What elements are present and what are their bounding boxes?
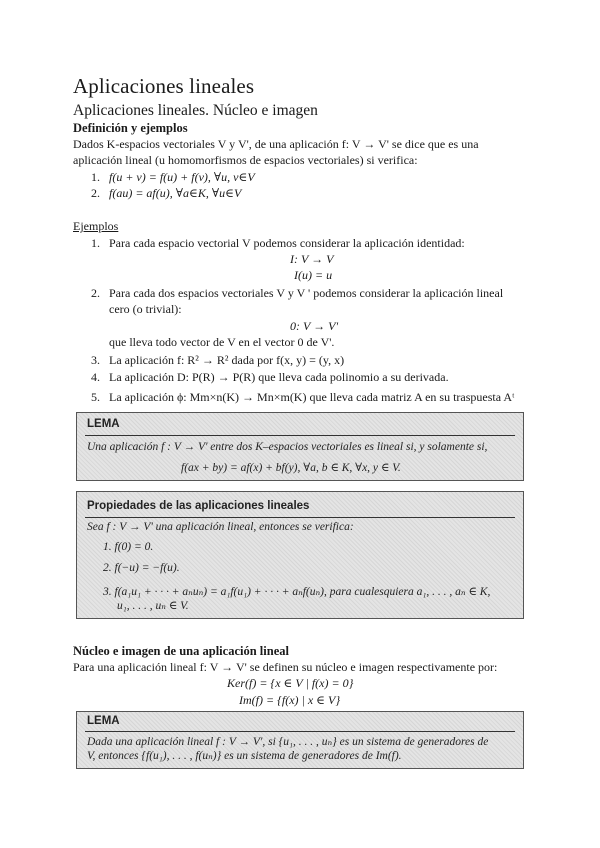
page-title: Aplicaciones lineales <box>73 74 255 98</box>
examples-heading: Ejemplos <box>73 219 119 233</box>
lemma-2-line-2: V, entonces {f(u₁), . . . , f(uₙ)} es un sistema de generadores de Im(f). <box>87 750 402 762</box>
lemma-2-rule <box>85 731 515 732</box>
property-2: 2. f(−u) = −f(u). <box>103 562 180 574</box>
lemma-2-line-1: Dada una aplicación lineal f : V → V', si {u₁, . . . , uₙ} es un sistema de generadores de <box>87 736 489 748</box>
definition-item-2: 2. f(au) = af(u), ∀a∈K, ∀u∈V <box>91 186 242 200</box>
definition-line-2: aplicación lineal (u homomorfismos de espacios vectoriales) si verifica: <box>73 153 418 167</box>
definition-line-1: Dados K-espacios vectoriales V y V', de una aplicación f: V → V' se dice que es una <box>73 137 479 151</box>
lemma-2-title: LEMA <box>87 715 120 727</box>
example-2-line-2: cero (o trivial): <box>109 302 182 316</box>
properties-intro: Sea f : V → V' una aplicación lineal, entonces se verifica: <box>87 521 354 533</box>
properties-box <box>76 491 524 619</box>
lemma-1-line-1: Una aplicación f : V → V' entre dos K–espacios vectoriales es lineal si, y solamente si, <box>87 441 488 453</box>
example-1-formula-2: I(u) = u <box>294 268 333 282</box>
kernel-formula: Ker(f) = {x ∈ V | f(x) = 0} <box>227 676 354 690</box>
example-5: 5. La aplicación ϕ: Mm×n(K) → Mn×m(K) que lleva cada matriz A en su traspuesta Aᵗ <box>91 390 515 404</box>
lemma-1-rule <box>85 435 515 436</box>
definition-heading: Definición y ejemplos <box>73 121 188 135</box>
properties-rule <box>85 517 515 518</box>
example-1-formula-1: I: V → V <box>290 252 334 266</box>
lemma-1-line-2: f(ax + by) = af(x) + bf(y), ∀a, b ∈ K, ∀x, y ∈ V. <box>181 462 401 474</box>
nucleus-text: Para una aplicación lineal f: V → V' se definen su núcleo e imagen respectivamente por: <box>73 660 498 674</box>
example-2: 2. Para cada dos espacios vectoriales V y V ' podemos considerar la aplicación lineal <box>91 286 504 300</box>
lemma-box-2 <box>76 711 524 769</box>
property-1: 1. f(0) = 0. <box>103 541 154 553</box>
example-4: 4. La aplicación D: P(R) → P(R) que lleva cada polinomio a su derivada. <box>91 370 449 384</box>
nucleus-heading: Núcleo e imagen de una aplicación lineal <box>73 644 289 658</box>
property-3-cont: u₁, . . . , uₙ ∈ V. <box>117 600 189 612</box>
lemma-box-1 <box>76 412 524 481</box>
properties-title: Propiedades de las aplicaciones lineales <box>87 500 310 512</box>
property-3: 3. f(a₁u₁ + · · · + aₙuₙ) = a₁f(u₁) + · · · + aₙf(uₙ), para cualesquiera a₁, . . . , aₙ ∈ K, <box>103 586 491 598</box>
definition-item-1: 1. f(u + v) = f(u) + f(v), ∀u, v∈V <box>91 170 255 184</box>
section-subtitle: Aplicaciones lineales. Núcleo e imagen <box>73 102 318 119</box>
example-2-formula: 0: V → V' <box>290 319 339 333</box>
example-3: 3. La aplicación f: R² → R² dada por f(x, y) = (y, x) <box>91 353 345 367</box>
image-formula: Im(f) = {f(x) | x ∈ V} <box>239 693 341 707</box>
example-1: 1. Para cada espacio vectorial V podemos considerar la aplicación identidad: <box>91 236 465 250</box>
example-2-line-3: que lleva todo vector de V en el vector 0 de V'. <box>109 335 335 349</box>
lemma-1-title: LEMA <box>87 418 120 430</box>
